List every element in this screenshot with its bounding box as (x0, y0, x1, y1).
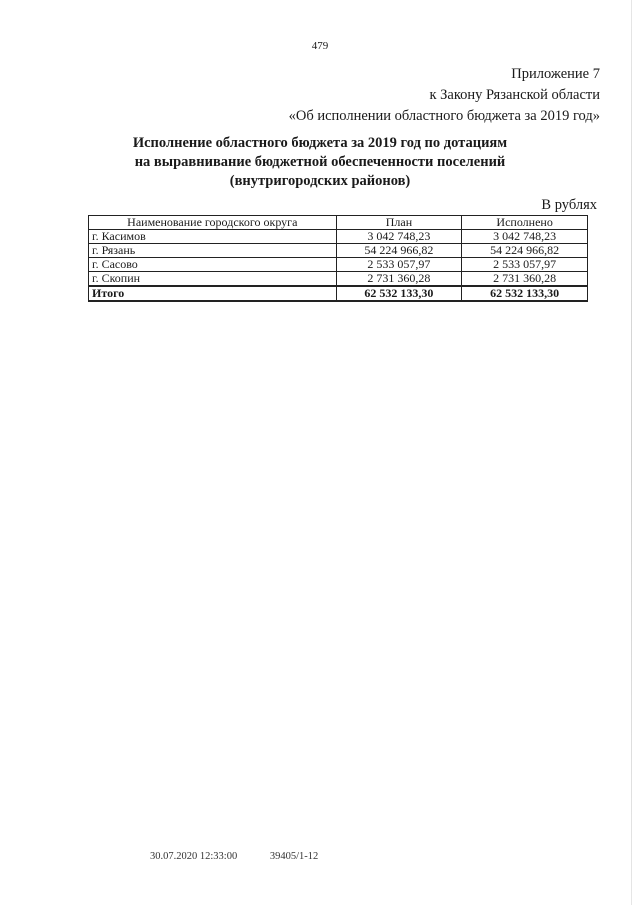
header-executed: Исполнено (462, 216, 588, 230)
header-plan: План (336, 216, 462, 230)
header-district: Наименование городского округа (89, 216, 337, 230)
table-row (89, 272, 588, 287)
units-label: В рублях (541, 197, 597, 213)
table-header-row (89, 216, 588, 230)
cell-executed: 54 224 966,82 (462, 244, 588, 258)
cell-executed: 3 042 748,23 (462, 230, 588, 244)
total-label: Итого (89, 286, 337, 301)
footer-stamp (150, 851, 318, 862)
table-row (89, 258, 588, 272)
appendix-line-1: Приложение 7 (511, 66, 600, 82)
footer-doc-code: 39405/1-12 (269, 851, 319, 862)
appendix-heading (289, 64, 600, 127)
cell-district: г. Скопин (89, 272, 337, 287)
title-line-3: (внутригородских районов) (229, 173, 411, 189)
cell-plan: 2 533 057,97 (336, 258, 462, 272)
cell-executed: 2 533 057,97 (462, 258, 588, 272)
footer-timestamp: 30.07.2020 12:33:00 (150, 851, 238, 862)
table-total-row (89, 286, 588, 301)
appendix-line-2: к Закону Рязанской области (429, 87, 600, 103)
table-row (89, 244, 588, 258)
cell-plan: 3 042 748,23 (336, 230, 462, 244)
cell-plan: 54 224 966,82 (336, 244, 462, 258)
appendix-line-3: «Об исполнении областного бюджета за 2019 год» (288, 108, 600, 124)
cell-plan: 2 731 360,28 (336, 272, 462, 287)
page-number: 479 (311, 40, 329, 52)
document-title (0, 134, 640, 191)
total-executed: 62 532 133,30 (462, 286, 588, 301)
cell-district: г. Сасово (89, 258, 337, 272)
title-line-2: на выравнивание бюджетной обеспеченности поселений (134, 154, 506, 170)
cell-district: г. Рязань (89, 244, 337, 258)
total-plan: 62 532 133,30 (336, 286, 462, 301)
table-row (89, 230, 588, 244)
cell-district: г. Касимов (89, 230, 337, 244)
cell-executed: 2 731 360,28 (462, 272, 588, 287)
title-line-1: Исполнение областного бюджета за 2019 год по дотациям (132, 135, 508, 151)
budget-table (88, 215, 588, 302)
